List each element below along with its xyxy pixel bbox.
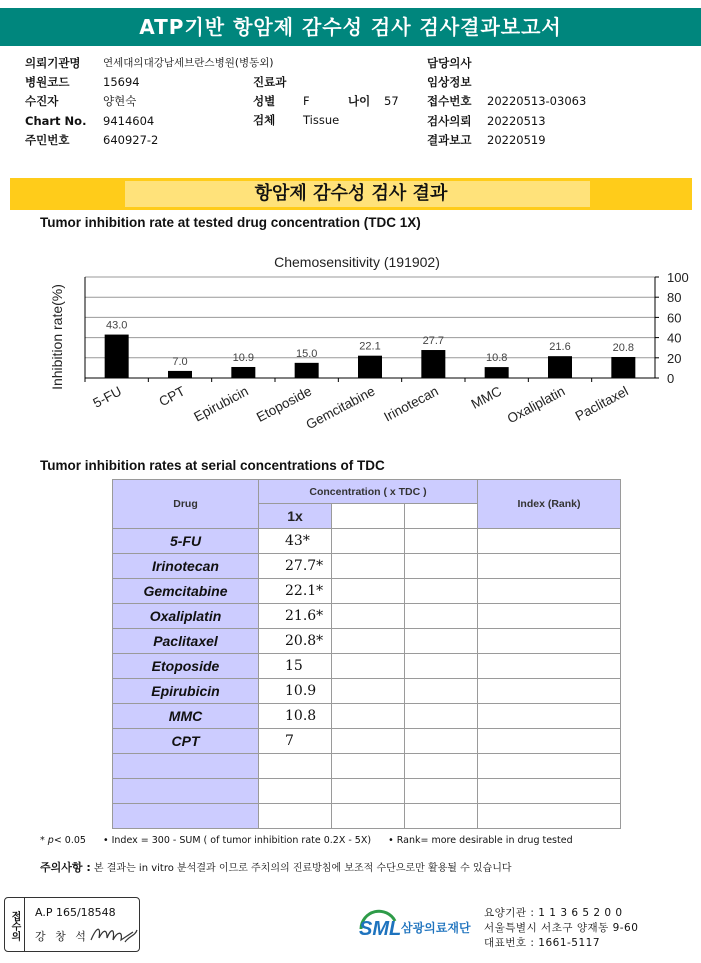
index-rank-cell <box>478 729 621 754</box>
age-value: 57 <box>384 94 399 108</box>
sex-value: F <box>303 94 310 108</box>
age-label: 나이 <box>348 94 371 108</box>
index-rank-cell <box>478 629 621 654</box>
table-row <box>113 554 621 579</box>
empty-cell <box>405 579 478 604</box>
category-label: Irinotecan <box>381 383 441 425</box>
bar-value-label: 43.0 <box>105 319 128 332</box>
inhibition-1x: 20.8* <box>259 629 332 654</box>
inhibition-1x: 10.8 <box>259 704 332 729</box>
inhibition-1x <box>259 779 332 804</box>
bar-value-label: 10.9 <box>232 351 255 364</box>
inhibition-1x: 10.9 <box>259 679 332 704</box>
stamp-side-label: 접수의 <box>5 898 25 951</box>
empty-cell <box>332 704 405 729</box>
inhibition-1x: 43* <box>259 529 332 554</box>
footnote <box>40 835 573 846</box>
caution <box>40 859 512 875</box>
bar-value-label: 15.0 <box>295 347 318 360</box>
bar-value-label: 22.1 <box>359 340 381 353</box>
sex-label: 성별 <box>253 94 276 108</box>
table-row <box>113 604 621 629</box>
index-rank-cell <box>478 529 621 554</box>
org-address: 서울특별시 서초구 양재동 9-60 <box>484 922 639 934</box>
bar-etoposide <box>295 363 319 378</box>
accession-label: 접수번호 <box>427 94 472 108</box>
table-row <box>113 754 621 779</box>
empty-cell <box>332 729 405 754</box>
chart-no-value: 9414604 <box>103 114 155 128</box>
bar-5-fu <box>105 335 129 378</box>
sml-logo-icon <box>357 905 475 945</box>
table-row <box>113 629 621 654</box>
drug-name: 5-FU <box>113 529 259 554</box>
empty-cell <box>332 579 405 604</box>
p-var: p <box>47 835 54 846</box>
report-title: ATP기반 항암제 감수성 검사 검사결과보고서 <box>0 8 701 46</box>
empty-cell <box>405 679 478 704</box>
section-title: 항암제 감수성 검사 결과 <box>254 183 448 204</box>
stamp-name: 강 창 석 <box>35 930 89 943</box>
recipient-label: 수진자 <box>25 94 59 108</box>
empty-cell <box>405 554 478 579</box>
y-tick-label: 100 <box>667 270 689 285</box>
y-tick-label: 40 <box>667 330 682 346</box>
request-date: 20220513 <box>487 114 546 128</box>
category-label: CPT <box>156 383 188 410</box>
empty-cell <box>332 629 405 654</box>
table-row <box>113 579 621 604</box>
empty-cell <box>405 654 478 679</box>
inhibition-1x: 21.6* <box>259 604 332 629</box>
chart-no-label: Chart No. <box>25 114 87 128</box>
empty-cell <box>405 779 478 804</box>
drug-name <box>113 804 259 829</box>
inhibition-1x: 22.1* <box>259 579 332 604</box>
bar-value-label: 20.8 <box>612 341 635 354</box>
empty-cell <box>405 529 478 554</box>
specimen-value: Tissue <box>303 113 340 127</box>
institution-value: 연세대의대강남세브란스병원(병동외) <box>103 57 274 69</box>
drug-name: Irinotecan <box>113 554 259 579</box>
index-rank-cell <box>478 779 621 804</box>
inhibition-1x <box>259 804 332 829</box>
index-note: • Index = 300 - SUM ( of tumor inhibition rate 0.2X - 5X) <box>102 835 372 846</box>
empty-cell <box>332 754 405 779</box>
patient-info <box>25 55 685 155</box>
inhibition-1x: 15 <box>259 654 332 679</box>
empty-cell <box>332 679 405 704</box>
org-logo <box>357 905 475 945</box>
org-code: 요양기관 : 1 1 3 6 5 2 0 0 <box>484 907 623 919</box>
empty-cell <box>332 804 405 829</box>
table-row <box>113 804 621 829</box>
empty-cell <box>332 654 405 679</box>
bar-value-label: 10.8 <box>485 352 508 365</box>
rank-note: • Rank= more desirable in drug tested <box>388 835 573 846</box>
recipient-value: 양현숙 <box>103 94 137 108</box>
table-row <box>113 779 621 804</box>
bar-oxaliplatin <box>548 356 572 378</box>
result-label: 결과보고 <box>427 133 472 147</box>
col-1x-header: 1x <box>259 504 332 529</box>
empty-cell <box>332 779 405 804</box>
bar-gemcitabine <box>358 356 382 378</box>
specimen-label: 검체 <box>253 113 276 127</box>
table-row <box>113 729 621 754</box>
empty-cell <box>332 529 405 554</box>
empty-cell <box>332 554 405 579</box>
accession-value: 20220513-03063 <box>487 94 587 108</box>
drug-name: Gemcitabine <box>113 579 259 604</box>
category-label: Paclitaxel <box>572 383 631 424</box>
index-rank-cell <box>478 554 621 579</box>
reviewer-stamp <box>4 897 140 952</box>
y-tick-label: 60 <box>667 310 682 326</box>
bar-irinotecan <box>421 350 445 378</box>
category-label: Epirubicin <box>191 383 251 425</box>
bar-value-label: 27.7 <box>422 335 445 348</box>
result-date: 20220519 <box>487 133 546 147</box>
id-value: 640927-2 <box>103 133 159 147</box>
signature-icon <box>89 922 139 948</box>
hospital-code-label: 병원코드 <box>25 75 70 89</box>
y-tick-label: 20 <box>667 350 682 366</box>
drug-name: CPT <box>113 729 259 754</box>
bar-value-label: 7.0 <box>172 355 188 368</box>
bar-paclitaxel <box>611 357 635 378</box>
index-rank-cell <box>478 704 621 729</box>
empty-cell <box>405 704 478 729</box>
serial-heading: Tumor inhibition rates at serial concentrations of TDC <box>40 458 385 473</box>
empty-cell <box>405 729 478 754</box>
org-info <box>484 906 638 951</box>
drug-name: Oxaliplatin <box>113 604 259 629</box>
request-label: 검사의뢰 <box>427 114 472 128</box>
table-row <box>113 529 621 554</box>
category-label: Oxaliplatin <box>504 383 568 427</box>
bar-epirubicin <box>231 367 255 378</box>
col-concentration-header: Concentration ( x TDC ) <box>259 480 478 504</box>
bar-mmc <box>485 367 509 378</box>
category-label: MMC <box>468 383 505 412</box>
y-tick-label: 80 <box>667 290 682 306</box>
results-table <box>112 479 621 829</box>
chart-title: Chemosensitivity (191902) <box>274 254 440 270</box>
category-label: Etoposide <box>254 383 315 425</box>
institution-label: 의뢰기관명 <box>25 56 81 70</box>
col-blank-header <box>332 504 405 529</box>
empty-cell <box>405 804 478 829</box>
drug-name <box>113 754 259 779</box>
p-text: < 0.05 <box>53 835 86 846</box>
table-row <box>113 679 621 704</box>
index-rank-cell <box>478 754 621 779</box>
empty-cell <box>405 629 478 654</box>
drug-name: Etoposide <box>113 654 259 679</box>
inhibition-1x <box>259 754 332 779</box>
id-label: 주민번호 <box>25 133 70 147</box>
org-name: 삼광의료재단 <box>401 921 471 935</box>
stamp-ap-number: A.P 165/18548 <box>35 906 116 919</box>
drug-name <box>113 779 259 804</box>
empty-cell <box>332 604 405 629</box>
col-drug-header: Drug <box>113 480 259 529</box>
category-label: Gemcitabine <box>303 383 378 433</box>
table-row <box>113 704 621 729</box>
department-label: 진료과 <box>253 75 287 89</box>
caution-label: 주의사항 : <box>40 861 91 874</box>
doctor-label: 담당의사 <box>427 56 472 70</box>
empty-cell <box>405 604 478 629</box>
index-rank-cell <box>478 654 621 679</box>
y-tick-label: 0 <box>667 371 675 386</box>
index-rank-cell <box>478 679 621 704</box>
col-index-header: Index (Rank) <box>478 480 621 529</box>
col-blank-header <box>405 504 478 529</box>
drug-name: MMC <box>113 704 259 729</box>
category-label: 5-FU <box>90 383 125 411</box>
index-rank-cell <box>478 579 621 604</box>
bar-cpt <box>168 371 192 378</box>
table-row <box>113 654 621 679</box>
empty-cell <box>405 754 478 779</box>
caution-text: 본 결과는 in vitro 분석결과 이므로 주치의의 진료방침에 보조적 수단으로만 활용될 수 있습니다 <box>93 863 512 874</box>
drug-name: Epirubicin <box>113 679 259 704</box>
section-band <box>10 178 692 210</box>
drug-name: Paclitaxel <box>113 629 259 654</box>
logo-text: SML <box>359 918 402 940</box>
inhibition-1x: 7 <box>259 729 332 754</box>
p-symbol: * <box>40 835 48 846</box>
clinical-label: 임상정보 <box>427 75 472 89</box>
bar-value-label: 21.6 <box>549 341 571 354</box>
inhibition-1x: 27.7* <box>259 554 332 579</box>
chart-ylabel: Inhibition rate(%) <box>49 284 65 390</box>
tdc-heading: Tumor inhibition rate at tested drug concentration (TDC 1X) <box>40 215 421 230</box>
org-phone: 대표번호 : 1661-5117 <box>484 937 601 949</box>
index-rank-cell <box>478 604 621 629</box>
hospital-code-value: 15694 <box>103 75 140 89</box>
chemosensitivity-chart <box>0 245 701 470</box>
index-rank-cell <box>478 804 621 829</box>
